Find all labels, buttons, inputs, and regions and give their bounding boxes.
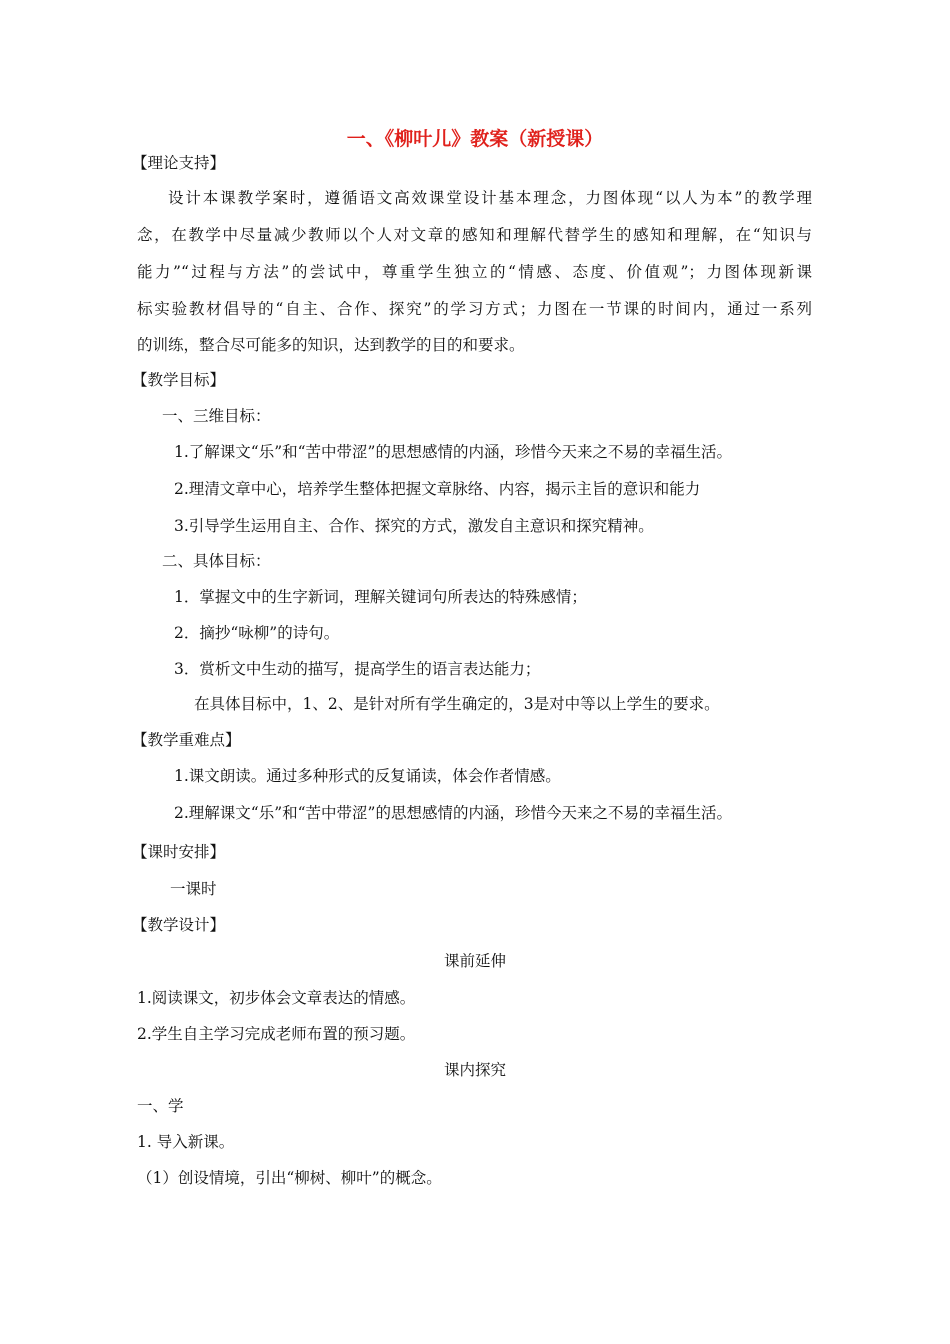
design-step-1-1-1: （1）创设情境，引出“柳树、柳叶”的概念。 bbox=[137, 1169, 442, 1187]
goals-item-1-1: 1.了解课文“乐”和“苦中带涩”的思想感情的内涵，珍惜今天来之不易的幸福生活。 bbox=[174, 443, 732, 461]
goals-item-2-3: 3．赏析文中生动的描写，提高学生的语言表达能力； bbox=[174, 660, 541, 678]
design-step-1-1: 1. 导入新课。 bbox=[137, 1133, 235, 1151]
theory-line-4: 标实验教材倡导的“自主、合作、探究”的学习方式；力图在一节课的时间内，通过一系列 bbox=[137, 300, 812, 318]
design-step-1: 一、学 bbox=[137, 1097, 184, 1115]
theory-line-2: 念，在教学中尽量减少教师以个人对文章的感知和理解代替学生的感知和理解，在“知识与 bbox=[137, 226, 812, 244]
goals-item-2-2: 2．摘抄“咏柳”的诗句。 bbox=[174, 624, 340, 642]
theory-line-3: 能力”“过程与方法”的尝试中，尊重学生独立的“情感、态度、价值观”；力图体现新课 bbox=[137, 263, 812, 281]
heading-keypoints: 【教学重难点】 bbox=[132, 731, 241, 749]
goals-sub-1: 一、三维目标： bbox=[162, 407, 271, 425]
theory-line-1: 设计本课教学案时，遵循语文高效课堂设计基本理念，力图体现“以人为本”的教学理 bbox=[168, 189, 812, 207]
design-pre-title: 课前延伸 bbox=[443, 952, 506, 970]
goals-note: 在具体目标中，1、2、是针对所有学生确定的，3是对中等以上学生的要求。 bbox=[194, 695, 720, 713]
heading-goals: 【教学目标】 bbox=[132, 371, 226, 389]
theory-line-5: 的训练，整合尽可能多的知识，达到教学的目的和要求。 bbox=[137, 336, 525, 354]
design-in-title: 课内探究 bbox=[443, 1061, 506, 1079]
design-pre-item-1: 1.阅读课文，初步体会文章表达的情感。 bbox=[137, 989, 416, 1007]
document-title: 一、《柳叶儿》教案（新授课） bbox=[346, 128, 604, 150]
goals-sub-2: 二、具体目标： bbox=[162, 552, 271, 570]
keypoints-item-2: 2.理解课文“乐”和“苦中带涩”的思想感情的内涵，珍惜今天来之不易的幸福生活。 bbox=[174, 804, 732, 822]
goals-item-1-3: 3.引导学生运用自主、合作、探究的方式，激发自主意识和探究精神。 bbox=[174, 517, 654, 535]
heading-design: 【教学设计】 bbox=[132, 916, 226, 934]
goals-item-2-1: 1．掌握文中的生字新词，理解关键词句所表达的特殊感情； bbox=[174, 588, 587, 606]
schedule-text: 一课时 bbox=[170, 880, 217, 898]
goals-item-1-2: 2.理清文章中心，培养学生整体把握文章脉络、内容，揭示主旨的意识和能力 bbox=[174, 480, 701, 498]
keypoints-item-1: 1.课文朗读。通过多种形式的反复诵读，体会作者情感。 bbox=[174, 767, 561, 785]
design-pre-item-2: 2.学生自主学习完成老师布置的预习题。 bbox=[137, 1025, 416, 1043]
heading-schedule: 【课时安排】 bbox=[132, 843, 226, 861]
heading-theory: 【理论支持】 bbox=[132, 154, 226, 172]
